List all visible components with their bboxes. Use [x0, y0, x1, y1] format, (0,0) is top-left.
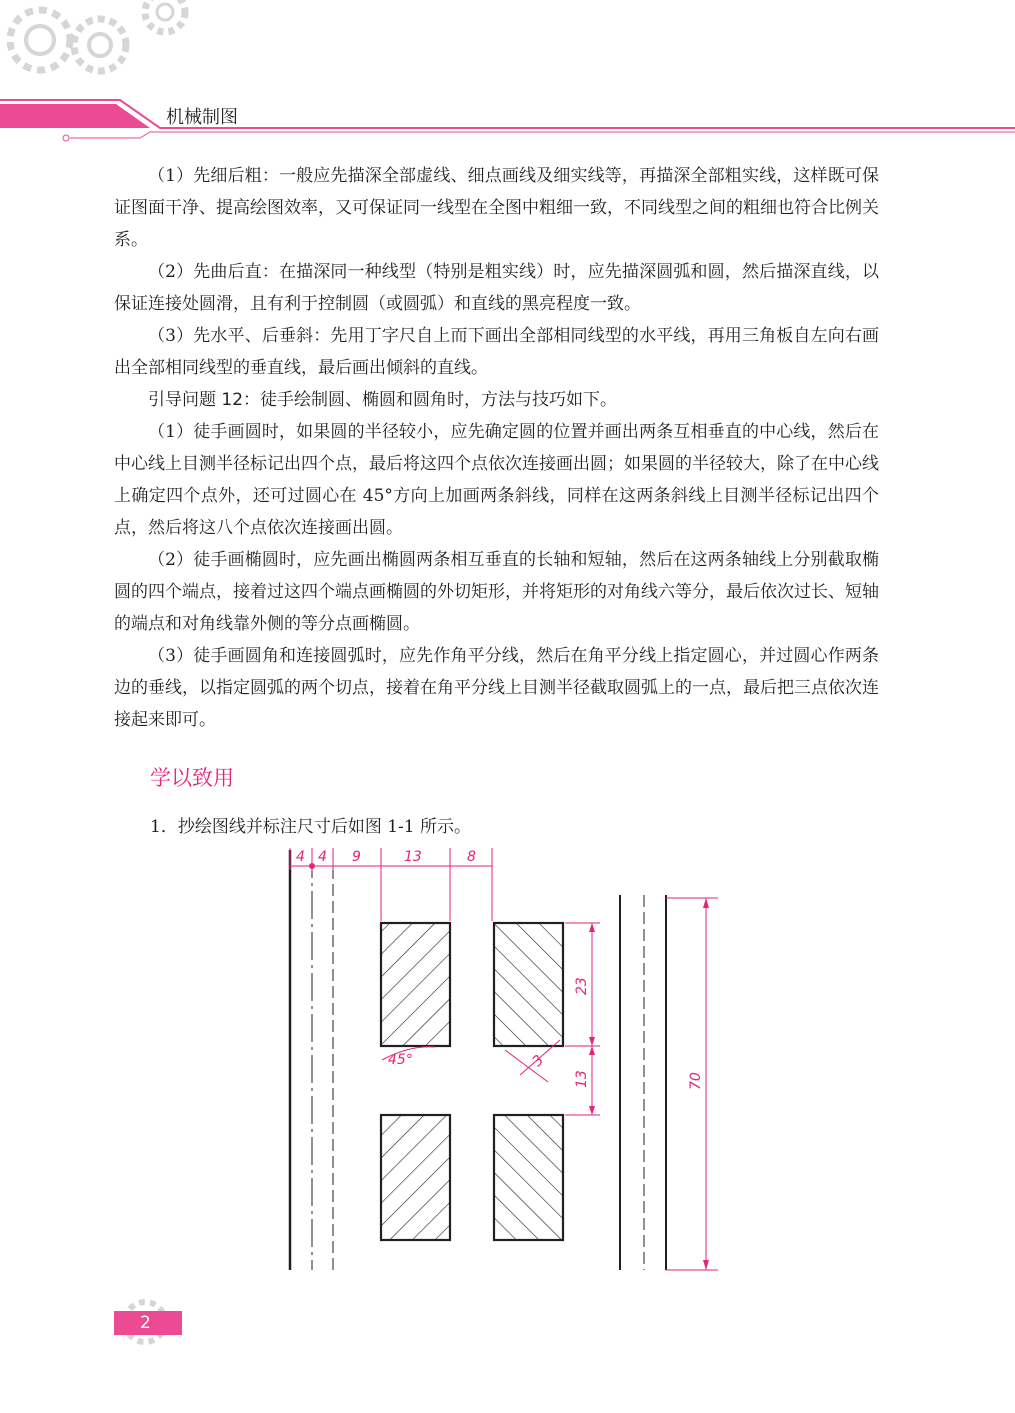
question-lead: 引导问题 12：	[148, 390, 261, 410]
guide-question	[114, 384, 879, 416]
paragraph: （1）先细后粗：一般应先描深全部虚线、细点画线及细实线等，再描深全部粗实线，这样既可保证图面干净、提高绘图效率，又可保证同一线型在全图中粗细一致，不同线型之间的粗细也符合比例关系。	[114, 166, 879, 250]
exercise-item: 1．抄绘图线并标注尺寸后如图 1-1 所示。	[150, 817, 471, 837]
header-title: 机械制图	[166, 107, 238, 128]
question-text: 徒手绘制圆、椭圆和圆角时，方法与技巧如下。	[260, 390, 618, 410]
dim-label: 9	[352, 849, 361, 865]
paragraph: （3）徒手画圆角和连接圆弧时，应先作角平分线，然后在角平分线上指定圆心，并过圆心作两条边的垂线，以指定圆弧的两个切点，接着在角平分线上目测半径截取圆弧上的一点，最后把三点依次连接起来即可。	[114, 646, 879, 730]
dim-label: 13	[404, 849, 422, 865]
dim-label: 3	[529, 1052, 548, 1070]
paragraph: （3）先水平、后垂斜：先用丁字尺自上而下画出全部相同线型的水平线，再用三角板自左向右画出全部相同线型的垂直线，最后画出倾斜的直线。	[114, 326, 879, 378]
body-section-1	[114, 160, 879, 736]
hatched-rect	[381, 923, 450, 1046]
dim-label: 8	[467, 849, 476, 865]
dim-label: 70	[688, 1072, 704, 1090]
hatched-rect	[494, 923, 563, 1046]
dim-label: 4	[318, 849, 327, 865]
dim-label: 23	[574, 977, 590, 995]
gear-icon	[10, 0, 185, 71]
dim-label: 4	[296, 849, 305, 865]
angle-label: 45°	[388, 1052, 413, 1068]
header-decoration	[0, 0, 1015, 160]
section-title: 学以致用	[150, 766, 234, 790]
paragraph: （2）徒手画椭圆时，应先画出椭圆两条相互垂直的长轴和短轴，然后在这两条轴线上分别截取椭圆的四个端点，接着过这四个端点画椭圆的外切矩形，并将矩形的对角线六等分，最后依次过长、短轴的端点和对角线靠外侧的等分点画椭圆。	[114, 550, 879, 634]
paragraph: （2）先曲后直：在描深同一种线型（特别是粗实线）时，应先描深圆弧和圆，然后描深直线，以保证连接处圆滑，且有利于控制圆（或圆弧）和直线的黑亮程度一致。	[114, 262, 879, 314]
hatched-rect	[381, 1115, 450, 1240]
hatched-rect	[494, 1115, 563, 1240]
page-number: 2	[114, 1311, 182, 1335]
paragraph: （1）徒手画圆时，如果圆的半径较小，应先确定圆的位置并画出两条互相垂直的中心线，然后在中心线上目测半径标记出四个点，最后将这四个点依次连接画出圆；如果圆的半径较大，除了在中心线上确定四个点外，还可过圆心在 45°方向上加画两条斜线，同样在这两条斜线上目测半径标记出四个点，然后将这八个点依次连接画出圆。	[114, 422, 879, 538]
dim-label: 13	[574, 1070, 590, 1088]
